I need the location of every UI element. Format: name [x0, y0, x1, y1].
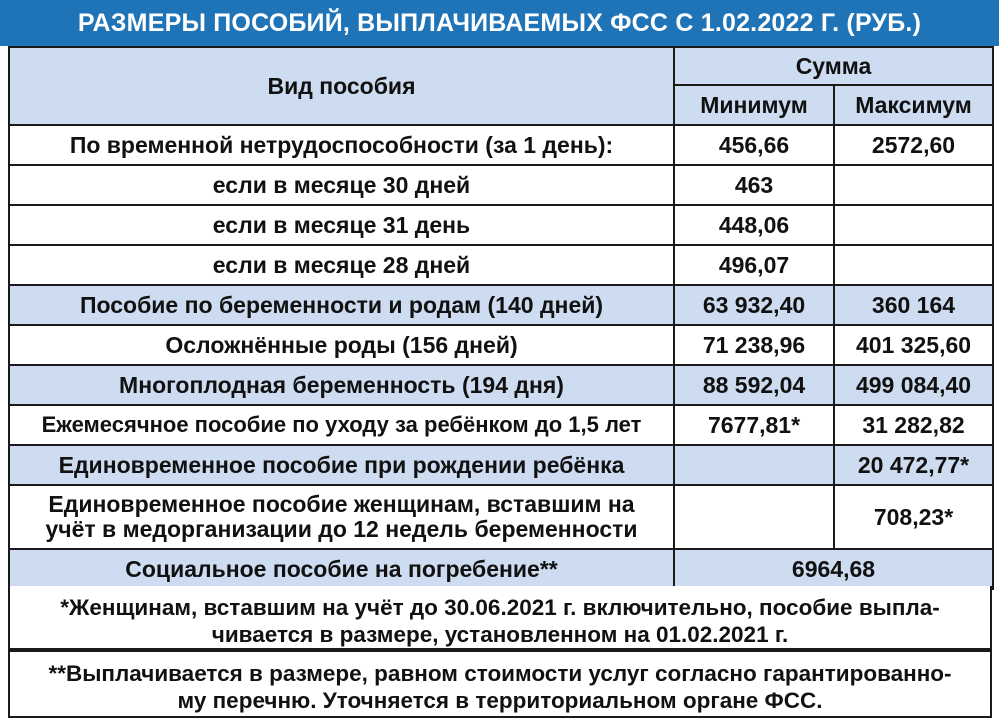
header-row-1 — [9, 47, 993, 85]
table-row — [9, 165, 993, 205]
row-max — [834, 205, 993, 245]
row-type-line-2: учёт в медорганизации до 12 недель беременности — [45, 516, 638, 542]
footnote-1 — [8, 586, 992, 650]
row-max — [834, 165, 993, 205]
row-type: Ежемесячное пособие по уходу за ребёнком до 1,5 лет — [9, 405, 674, 445]
header-max: Максимум — [834, 85, 993, 125]
table-row — [9, 549, 993, 589]
row-max: 31 282,82 — [834, 405, 993, 445]
row-max: 401 325,60 — [834, 325, 993, 365]
row-max: 2572,60 — [834, 125, 993, 165]
document-title: РАЗМЕРЫ ПОСОБИЙ, ВЫПЛАЧИВАЕМЫХ ФСС С 1.02.2022 Г. (РУБ.) — [0, 0, 999, 46]
footnote-2-line-1: **Выплачивается в размере, равном стоимости услуг согласно гарантированно- — [48, 661, 952, 686]
benefits-table — [8, 46, 994, 590]
row-value: 6964,68 — [674, 549, 993, 589]
row-type: Осложнённые роды (156 дней) — [9, 325, 674, 365]
row-type: По временной нетрудоспособности (за 1 день): — [9, 125, 674, 165]
table-row — [9, 365, 993, 405]
row-min: 448,06 — [674, 205, 834, 245]
row-min: 63 932,40 — [674, 285, 834, 325]
row-min: 88 592,04 — [674, 365, 834, 405]
table-row — [9, 445, 993, 485]
header-type: Вид пособия — [9, 47, 674, 125]
row-min: 71 238,96 — [674, 325, 834, 365]
table-row — [9, 125, 993, 165]
table-row — [9, 405, 993, 445]
row-type: Социальное пособие на погребение** — [9, 549, 674, 589]
row-max: 708,23* — [834, 485, 993, 549]
table-row — [9, 485, 993, 549]
footnote-1-line-1: *Женщинам, вставшим на учёт до 30.06.2021 г. включительно, пособие выпла- — [60, 595, 940, 620]
row-type: если в месяце 31 день — [9, 205, 674, 245]
row-type: Пособие по беременности и родам (140 дней) — [9, 285, 674, 325]
footnote-2 — [8, 650, 992, 718]
row-max: 20 472,77* — [834, 445, 993, 485]
table-row — [9, 325, 993, 365]
row-type: если в месяце 30 дней — [9, 165, 674, 205]
row-min: 456,66 — [674, 125, 834, 165]
row-type: Многоплодная беременность (194 дня) — [9, 365, 674, 405]
row-type: Единовременное пособие при рождении ребёнка — [9, 445, 674, 485]
table-row — [9, 205, 993, 245]
table-row — [9, 285, 993, 325]
row-max: 499 084,40 — [834, 365, 993, 405]
row-max: 360 164 — [834, 285, 993, 325]
row-type: если в месяце 28 дней — [9, 245, 674, 285]
row-min: 496,07 — [674, 245, 834, 285]
row-type-line-1: Единовременное пособие женщинам, вставшим на — [48, 491, 635, 517]
footnote-2-line-2: му перечню. Уточняется в территориальном органе ФСС. — [177, 688, 823, 713]
header-sum: Сумма — [674, 47, 993, 85]
header-min: Минимум — [674, 85, 834, 125]
footnote-1-line-2: чивается в размере, установленном на 01.02.2021 г. — [211, 622, 789, 647]
row-min — [674, 485, 834, 549]
row-min: 7677,81* — [674, 405, 834, 445]
row-min: 463 — [674, 165, 834, 205]
table-row — [9, 245, 993, 285]
row-type — [9, 485, 674, 549]
row-min — [674, 445, 834, 485]
row-max — [834, 245, 993, 285]
